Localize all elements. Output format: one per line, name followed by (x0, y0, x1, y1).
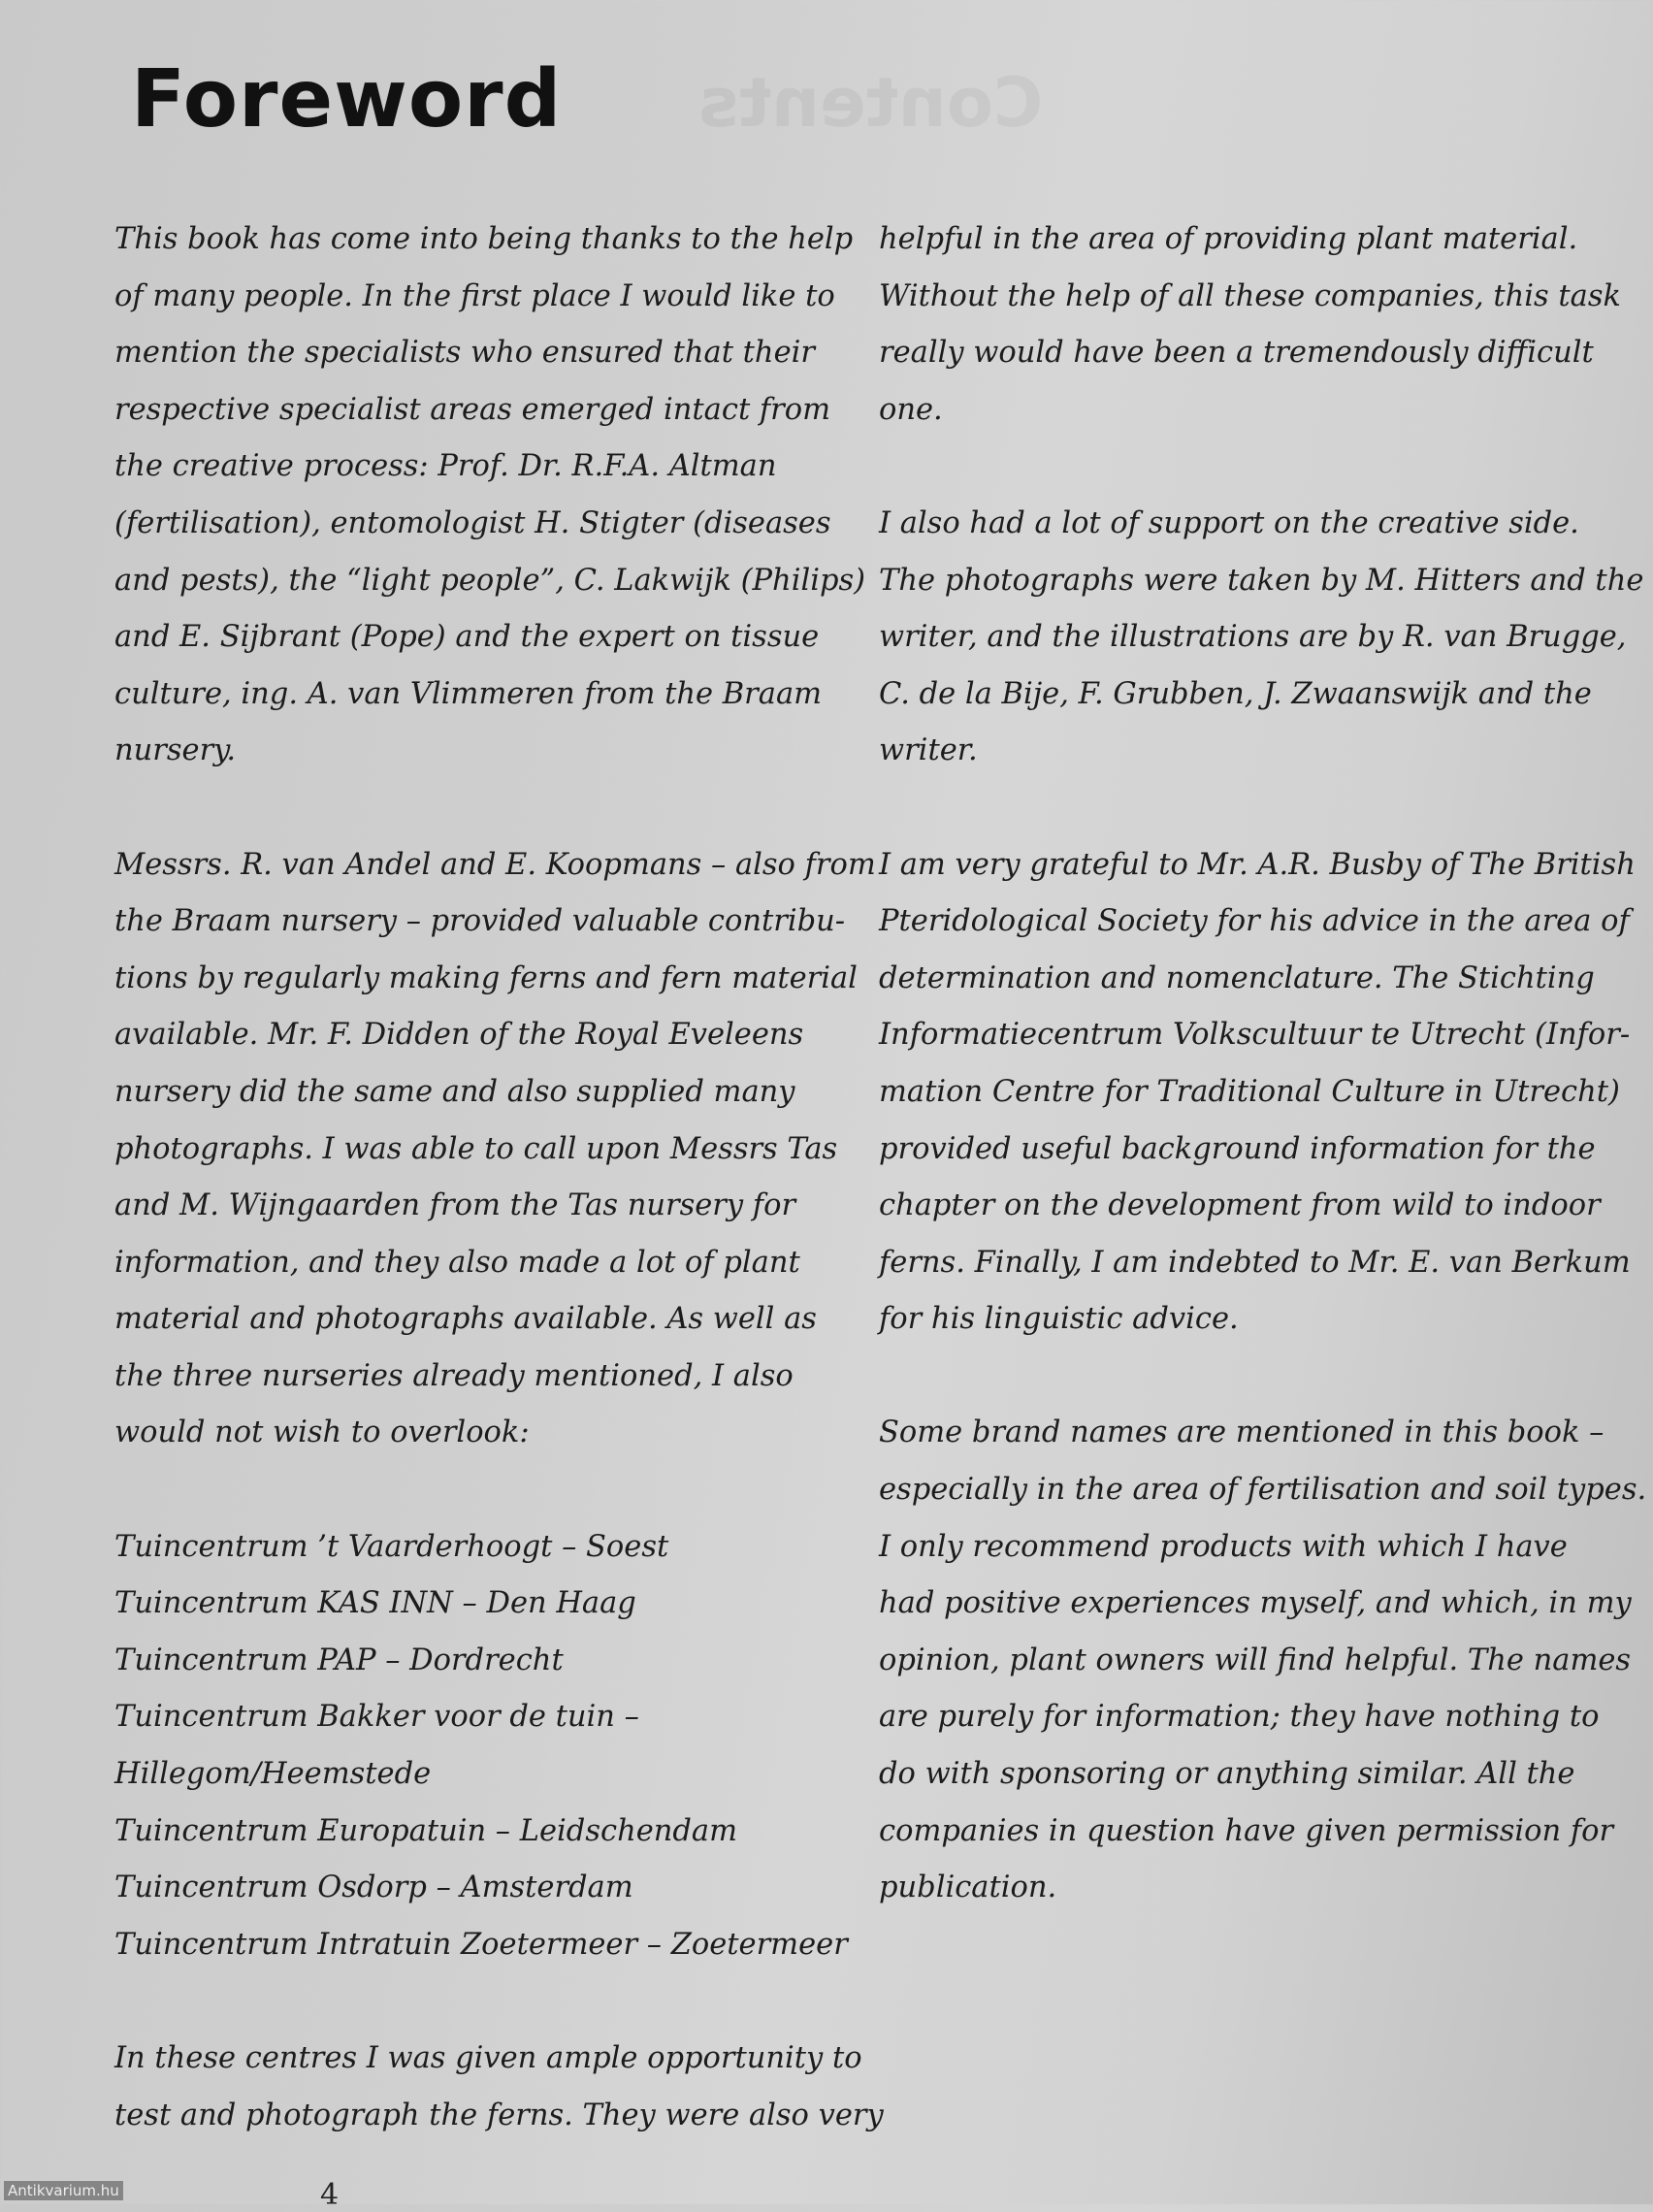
text-line: nursery. (114, 733, 237, 768)
text-line: The photographs were taken by M. Hitters and the (879, 563, 1644, 598)
nursery-item: Hillegom/Heemstede (114, 1757, 432, 1792)
text-line: the Braam nursery – provided valuable contribu- (114, 904, 846, 939)
text-line: culture, ing. A. van Vlimmeren from the Braam (114, 676, 823, 711)
paragraph-centres (114, 2031, 884, 2144)
text-line: and M. Wijngaarden from the Tas nursery for (114, 1188, 796, 1223)
text-line: for his linguistic advice. (879, 1302, 1239, 1337)
text-line: opinion, plant owners will find helpful. The names (879, 1643, 1632, 1677)
text-line: Pteridological Society for his advice in the area of (879, 904, 1630, 939)
text-line: C. de la Bije, F. Grubben, J. Zwaanswijk and the (879, 676, 1592, 711)
text-line: helpful in the area of providing plant material. (879, 222, 1578, 256)
nursery-item: Tuincentrum ’t Vaarderhoogt – Soest (114, 1529, 669, 1564)
nursery-item: Tuincentrum Osdorp – Amsterdam (114, 1870, 633, 1905)
text-line: are purely for information; they have nothing to (879, 1700, 1600, 1735)
text-line: In these centres I was given ample opportunity to (114, 2041, 862, 2075)
text-line: tions by regularly making ferns and fern material (114, 960, 858, 995)
page-title: Foreword (131, 53, 563, 146)
text-line: and pests), the “light people”, C. Lakwijk (Philips) (114, 563, 866, 598)
nursery-list (114, 1519, 861, 1974)
text-line: one. (879, 392, 943, 427)
text-line: mation Centre for Traditional Culture in Utrecht) (879, 1074, 1620, 1109)
text-line: photographs. I was able to call upon Messrs Tas (114, 1131, 838, 1166)
text-line: of many people. In the first place I would like to (114, 278, 835, 313)
text-line: respective specialist areas emerged intact from (114, 392, 831, 427)
paragraph-acknowledgements (114, 211, 866, 780)
text-line: Messrs. R. van Andel and E. Koopmans – also from (114, 847, 876, 882)
text-line: This book has come into being thanks to the help (114, 222, 854, 256)
nursery-item: Tuincentrum Intratuin Zoetermeer – Zoetermeer (114, 1927, 848, 1962)
text-line: I am very grateful to Mr. A.R. Busby of The British (879, 847, 1636, 882)
paragraph-creative-support (879, 496, 1644, 780)
paragraph-nursery-contributions (114, 837, 876, 1463)
text-line: mention the specialists who ensured that their (114, 336, 815, 371)
text-line: I only recommend products with which I have (879, 1529, 1568, 1564)
text-line: ferns. Finally, I am indebted to Mr. E. van Berkum (879, 1245, 1631, 1280)
nursery-item: Tuincentrum Europatuin – Leidschendam (114, 1813, 738, 1848)
text-line: provided useful background information for the (879, 1131, 1596, 1166)
text-line: would not wish to overlook: (114, 1415, 530, 1450)
nursery-item: Tuincentrum Bakker voor de tuin – (114, 1700, 639, 1735)
text-line: the three nurseries already mentioned, I also (114, 1358, 794, 1393)
text-line: available. Mr. F. Didden of the Royal Eveleens (114, 1018, 804, 1053)
page-number: 4 (320, 2178, 340, 2212)
text-line: (fertilisation), entomologist H. Stigter (diseases (114, 505, 831, 540)
text-line: chapter on the development from wild to indoor (879, 1188, 1601, 1223)
text-line: test and photograph the ferns. They were also very (114, 2098, 884, 2132)
nursery-item: Tuincentrum KAS INN – Den Haag (114, 1586, 636, 1621)
show-through-heading: Contents (698, 63, 1044, 143)
text-line: Some brand names are mentioned in this book – (879, 1415, 1604, 1450)
text-line: publication. (879, 1870, 1057, 1905)
text-line: nursery did the same and also supplied many (114, 1074, 795, 1109)
text-line: Informatiecentrum Volkscultuur te Utrecht (Infor- (879, 1018, 1631, 1053)
text-line: determination and nomenclature. The Stichting (879, 960, 1595, 995)
text-line: especially in the area of fertilisation and soil types. (879, 1473, 1647, 1508)
text-line: do with sponsoring or anything similar. All the (879, 1757, 1575, 1792)
text-line: writer, and the illustrations are by R. van Brugge, (879, 620, 1627, 655)
text-line: companies in question have given permission for (879, 1813, 1614, 1848)
nursery-item: Tuincentrum PAP – Dordrecht (114, 1643, 564, 1677)
text-line: and E. Sijbrant (Pope) and the expert on tissue (114, 620, 820, 655)
text-line: really would have been a tremendously difficult (879, 336, 1594, 371)
text-line: information, and they also made a lot of plant (114, 1245, 800, 1280)
paragraph-brand-names (879, 1405, 1647, 1916)
text-line: material and photographs available. As well as (114, 1302, 817, 1337)
right-column (879, 211, 1647, 1917)
text-line: the creative process: Prof. Dr. R.F.A. Altman (114, 449, 777, 484)
text-line: writer. (879, 733, 978, 768)
paragraph-companies-continued (879, 211, 1626, 439)
paragraph-advice (879, 837, 1636, 1349)
watermark: Antikvarium.hu (4, 2181, 123, 2200)
text-line: Without the help of all these companies, this task (879, 278, 1621, 313)
text-line: had positive experiences myself, and which, in my (879, 1586, 1632, 1621)
left-column (114, 211, 884, 2144)
text-line: I also had a lot of support on the creative side. (879, 505, 1579, 540)
